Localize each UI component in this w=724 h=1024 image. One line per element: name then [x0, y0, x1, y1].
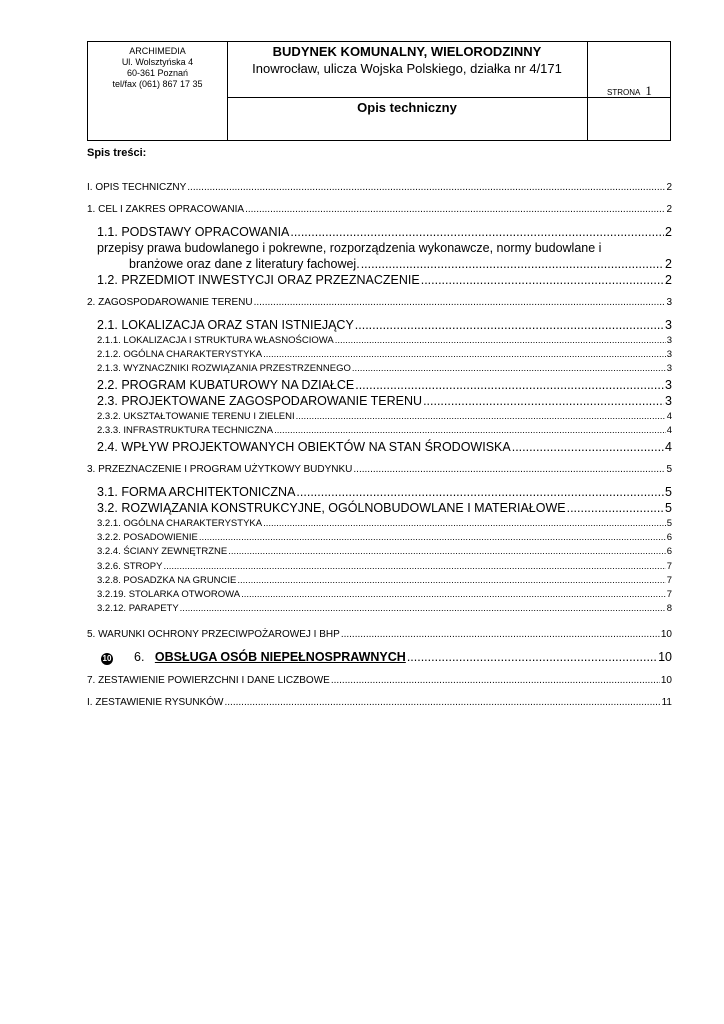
circled-number-icon: 10: [102, 654, 112, 663]
toc-entry[interactable]: 3.2.1. OGÓLNA CHARAKTERYSTYKA ..... 5: [97, 518, 672, 529]
toc-entry[interactable]: 10 6. OBSŁUGA OSÓB NIEPEŁNOSPRAWNYCH ..... 10: [101, 650, 672, 665]
toc-entry[interactable]: 3.2.2. POSADOWIENIE ..... 6: [97, 532, 672, 543]
toc-entry[interactable]: 3.1. FORMA ARCHITEKTONICZNA ..... 5: [97, 485, 672, 499]
toc-entry[interactable]: 3.2.4. ŚCIANY ZEWNĘTRZNE ..... 6: [97, 546, 672, 557]
toc-entry[interactable]: 3.2.19. STOLARKA OTWOROWA ..... 7: [97, 589, 672, 600]
document-title: BUDYNEK KOMUNALNY, WIELORODZINNY: [272, 44, 542, 59]
toc-entry[interactable]: 2.1.1. LOKALIZACJA I STRUKTURA WŁASNOŚCIOWA ..... 3: [97, 335, 672, 346]
toc-entry[interactable]: 2.1.3. WYZNACZNIKI ROZWIĄZANIA PRZESTRZENNEGO ..... 3: [97, 363, 672, 374]
toc-entry[interactable]: 3.2.12. PARAPETY ..... 8: [97, 603, 672, 614]
toc-entry[interactable]: I. ZESTAWIENIE RYSUNKÓW ..... 11: [87, 697, 672, 708]
header-divider: [227, 97, 670, 98]
toc-entry[interactable]: branżowe oraz dane z literatury fachowej. ..... 2: [129, 257, 672, 271]
company-city: 60-361 Poznań: [126, 68, 189, 78]
toc-entry[interactable]: 1.2. PRZEDMIOT INWESTYCJI ORAZ PRZEZNACZENIE ..... 2: [97, 273, 672, 287]
toc-entry[interactable]: 1.1. PODSTAWY OPRACOWANIA ..... 2: [97, 225, 672, 239]
toc-heading: Spis treści:: [87, 147, 147, 159]
toc-entry-wrapped-line: przepisy prawa budowlanego i pokrewne, rozporządzenia wykonawcze, normy budowlane i: [97, 241, 602, 255]
document-header: [87, 41, 671, 141]
company-name: ARCHIMEDIA: [129, 46, 186, 56]
document-location: Inowrocław, ulicza Wojska Polskiego, działka nr 4/171: [252, 61, 562, 76]
document-subtitle: Opis techniczny: [357, 100, 457, 115]
toc-entry[interactable]: I. OPIS TECHNICZNY ..... 2: [87, 182, 672, 193]
page-number: 1: [645, 83, 652, 98]
toc-entry[interactable]: 2.3. PROJEKTOWANE ZAGOSPODAROWANIE TERENU ..... 3: [97, 394, 672, 408]
toc-entry[interactable]: 3.2. ROZWIĄZANIA KONSTRUKCYJNE, OGÓLNOBUDOWLANE I MATERIAŁOWE ..... 5: [97, 501, 672, 515]
company-address: [88, 46, 227, 90]
company-street: Ul. Wolsztyńska 4: [121, 57, 194, 67]
toc-entry[interactable]: 2.1.2. OGÓLNA CHARAKTERYSTYKA ..... 3: [97, 349, 672, 360]
toc-entry[interactable]: 3.2.6. STROPY ..... 7: [97, 561, 672, 572]
toc-entry[interactable]: 2.1. LOKALIZACJA ORAZ STAN ISTNIEJĄCY ..... 3: [97, 318, 672, 332]
toc-entry[interactable]: 3.2.8. POSADZKA NA GRUNCIE ..... 7: [97, 575, 672, 586]
toc-entry[interactable]: 7. ZESTAWIENIE POWIERZCHNI I DANE LICZBOWE ..... 10: [87, 675, 672, 686]
toc-entry-label: OBSŁUGA OSÓB NIEPEŁNOSPRAWNYCH: [154, 650, 406, 664]
toc-entry[interactable]: 2.3.3. INFRASTRUKTURA TECHNICZNA ..... 4: [97, 425, 672, 436]
page-label: STRONA: [607, 88, 641, 97]
toc-entry-number: 6.: [134, 650, 145, 664]
header-divider: [587, 42, 588, 140]
company-phone: tel/fax (061) 867 17 35: [112, 79, 203, 89]
toc-entry[interactable]: 3. PRZEZNACZENIE I PROGRAM UŻYTKOWY BUDYNKU ..... 5: [87, 464, 672, 475]
toc-entry[interactable]: 2. ZAGOSPODAROWANIE TERENU ..... 3: [87, 297, 672, 308]
page-indicator: [607, 83, 652, 99]
toc-entry[interactable]: 2.2. PROGRAM KUBATUROWY NA DZIAŁCE ..... 3: [97, 378, 672, 392]
toc-entry[interactable]: 2.3.2. UKSZTAŁTOWANIE TERENU I ZIELENI ..... 4: [97, 411, 672, 422]
toc-entry[interactable]: 2.4. WPŁYW PROJEKTOWANYCH OBIEKTÓW NA STAN ŚRODOWISKA ..... 4: [97, 440, 672, 454]
toc-entry[interactable]: 1. CEL I ZAKRES OPRACOWANIA ..... 2: [87, 204, 672, 215]
toc-entry[interactable]: 5. WARUNKI OCHRONY PRZECIWPOŻAROWEJ I BHP ..... 10: [87, 629, 672, 640]
